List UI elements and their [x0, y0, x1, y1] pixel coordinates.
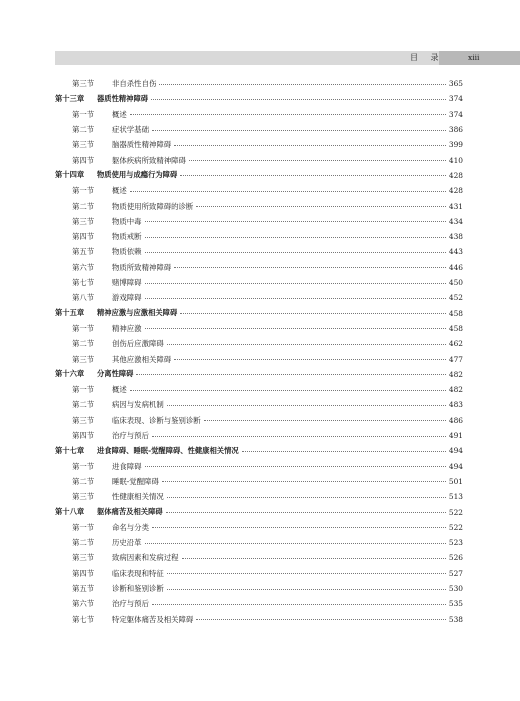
toc-leader-dots — [136, 374, 445, 375]
toc-entry-title: 命名与分类 — [112, 522, 149, 532]
toc-page-number: 538 — [448, 614, 463, 624]
toc-section-entry[interactable] — [0, 198, 520, 213]
toc-leader-dots — [152, 436, 446, 437]
toc-entry-number: 第三节 — [72, 553, 95, 563]
toc-page-number: 374 — [448, 109, 463, 119]
toc-page-number: 486 — [448, 415, 463, 425]
toc-leader-dots — [166, 512, 446, 513]
toc-chapter-entry[interactable] — [0, 443, 520, 458]
toc-entry-title: 躯体痛苦及相关障碍 — [97, 507, 163, 517]
toc-entry-number: 第一节 — [72, 186, 95, 196]
toc-entry-title: 非自杀性自伤 — [112, 79, 157, 89]
toc-leader-dots — [180, 313, 446, 314]
toc-leader-dots — [189, 160, 446, 161]
toc-entry-title: 赌博障碍 — [112, 278, 142, 288]
toc-page-number: 494 — [448, 446, 463, 456]
toc-section-entry[interactable] — [0, 122, 520, 137]
toc-leader-dots — [159, 84, 446, 85]
toc-page-number: 446 — [448, 262, 463, 272]
toc-section-entry[interactable] — [0, 413, 520, 428]
toc-section-entry[interactable] — [0, 76, 520, 91]
toc-entry-number: 第十八章 — [55, 507, 85, 517]
toc-entry-title: 物质依赖 — [112, 247, 142, 257]
toc-entry-title: 脑器质性精神障碍 — [112, 140, 172, 150]
toc-entry-title: 治疗与预后 — [112, 599, 149, 609]
toc-entry-number: 第四节 — [72, 431, 95, 441]
toc-entry-title: 躯体疾病所致精神障碍 — [112, 155, 186, 165]
toc-section-entry[interactable] — [0, 107, 520, 122]
toc-page-number: 482 — [448, 369, 463, 379]
toc-entry-number: 第三节 — [72, 140, 95, 150]
toc-chapter-entry[interactable] — [0, 168, 520, 183]
toc-entry-title: 物质使用与成瘾行为障碍 — [97, 170, 178, 180]
toc-entry-number: 第十四章 — [55, 170, 85, 180]
toc-leader-dots — [167, 497, 446, 498]
toc-section-entry[interactable] — [0, 474, 520, 489]
toc-entry-number: 第六节 — [72, 599, 95, 609]
toc-leader-dots — [152, 604, 446, 605]
toc-entry-number: 第三节 — [72, 354, 95, 364]
toc-entry-number: 第五节 — [72, 247, 95, 257]
toc-entry-title: 治疗与预后 — [112, 431, 149, 441]
toc-entry-number: 第三节 — [72, 216, 95, 226]
toc-entry-number: 第一节 — [72, 323, 95, 333]
toc-entry-number: 第四节 — [72, 232, 95, 242]
toc-entry-number: 第八节 — [72, 293, 95, 303]
toc-leader-dots — [145, 298, 446, 299]
toc-page-number: 428 — [448, 186, 463, 196]
toc-section-entry[interactable] — [0, 520, 520, 535]
toc-page-number: 462 — [448, 339, 463, 349]
toc-page-number: 494 — [448, 461, 463, 471]
toc-entry-number: 第六节 — [72, 262, 95, 272]
header-tab — [439, 51, 520, 65]
toc-entry-number: 第一节 — [72, 522, 95, 532]
toc-section-entry[interactable] — [0, 229, 520, 244]
toc-leader-dots — [145, 543, 446, 544]
toc-entry-number: 第三节 — [72, 415, 95, 425]
toc-page-number: 410 — [448, 155, 463, 165]
toc-page-number: 428 — [448, 170, 463, 180]
toc-section-entry[interactable] — [0, 550, 520, 565]
toc-section-entry[interactable] — [0, 382, 520, 397]
toc-page-number: 452 — [448, 293, 463, 303]
toc-leader-dots — [145, 221, 446, 222]
toc-entry-title: 概述 — [112, 385, 127, 395]
toc-entry-title: 历史沿革 — [112, 538, 142, 548]
toc-entry-number: 第二节 — [72, 538, 95, 548]
toc-entry-title: 症状学基础 — [112, 125, 149, 135]
toc-leader-dots — [151, 99, 446, 100]
toc-entry-title: 概述 — [112, 186, 127, 196]
toc-page-number: 477 — [448, 354, 463, 364]
toc-entry-title: 分离性障碍 — [97, 369, 134, 379]
toc-entry-number: 第三节 — [72, 79, 95, 89]
toc-chapter-entry[interactable] — [0, 306, 520, 321]
header-title: 目 录 — [410, 53, 444, 62]
toc-page-number: 438 — [448, 232, 463, 242]
toc-entry-title: 概述 — [112, 109, 127, 119]
toc-leader-dots — [167, 589, 446, 590]
toc-entry-number: 第一节 — [72, 109, 95, 119]
toc-entry-title: 临床表现、诊断与鉴别诊断 — [112, 415, 201, 425]
toc-entry-number: 第十六章 — [55, 369, 85, 379]
toc-entry-number: 第二节 — [72, 201, 95, 211]
toc-page-number: 491 — [448, 431, 463, 441]
toc-entry-number: 第四节 — [72, 568, 95, 578]
toc-page-number: 458 — [448, 308, 463, 318]
toc-section-entry[interactable] — [0, 612, 520, 627]
toc-entry-title: 性健康相关情况 — [112, 492, 164, 502]
toc-entry-title: 诊断和鉴别诊断 — [112, 584, 164, 594]
toc-section-entry[interactable] — [0, 459, 520, 474]
toc-entry-title: 睡眠-觉醒障碍 — [112, 476, 159, 486]
toc-entry-title: 进食障碍 — [112, 461, 142, 471]
toc-leader-dots — [145, 466, 446, 467]
header-page-number: xiii — [468, 53, 480, 62]
toc-entry-number: 第二节 — [72, 400, 95, 410]
toc-section-entry[interactable] — [0, 244, 520, 259]
toc-section-entry[interactable] — [0, 428, 520, 443]
toc-section-entry[interactable] — [0, 489, 520, 504]
toc-entry-number: 第五节 — [72, 584, 95, 594]
toc-leader-dots — [204, 420, 446, 421]
toc-page-number: 522 — [448, 522, 463, 532]
toc-page-number: 458 — [448, 323, 463, 333]
toc-section-entry[interactable] — [0, 566, 520, 581]
toc-page-number: 431 — [448, 201, 463, 211]
toc-page-number: 527 — [448, 568, 463, 578]
toc-leader-dots — [145, 283, 446, 284]
toc-entry-title: 创伤后应激障碍 — [112, 339, 164, 349]
toc-section-entry[interactable] — [0, 214, 520, 229]
toc-entry-title: 临床表现和特征 — [112, 568, 164, 578]
toc-page-number: 374 — [448, 94, 463, 104]
toc-leader-dots — [145, 328, 446, 329]
toc-entry-number: 第二节 — [72, 339, 95, 349]
toc-leader-dots — [152, 527, 446, 528]
toc-section-entry[interactable] — [0, 290, 520, 305]
toc-page-number: 523 — [448, 538, 463, 548]
toc-page-number: 535 — [448, 599, 463, 609]
toc-entry-title: 进食障碍、睡眠-觉醒障碍、性健康相关情况 — [97, 445, 239, 455]
toc-leader-dots — [180, 175, 446, 176]
toc-section-entry[interactable] — [0, 275, 520, 290]
toc-entry-title: 特定躯体痛苦及相关障碍 — [112, 614, 194, 624]
toc-entry-title: 物质使用所致障碍的诊断 — [112, 201, 194, 211]
toc-leader-dots — [242, 451, 446, 452]
toc-leader-dots — [196, 206, 446, 207]
toc-section-entry[interactable] — [0, 321, 520, 336]
toc-entry-number: 第三节 — [72, 492, 95, 502]
toc-section-entry[interactable] — [0, 535, 520, 550]
toc-entry-number: 第二节 — [72, 476, 95, 486]
toc-leader-dots — [130, 191, 446, 192]
toc-section-entry[interactable] — [0, 596, 520, 611]
toc-section-entry[interactable] — [0, 137, 520, 152]
toc-entry-number: 第十五章 — [55, 308, 85, 318]
toc-chapter-entry[interactable] — [0, 367, 520, 382]
toc-page-number: 513 — [448, 492, 463, 502]
toc-entry-title: 游戏障碍 — [112, 293, 142, 303]
toc-chapter-entry[interactable] — [0, 91, 520, 106]
toc-page-number: 434 — [448, 216, 463, 226]
toc-section-entry[interactable] — [0, 336, 520, 351]
toc-entry-title: 器质性精神障碍 — [97, 93, 149, 103]
toc-section-entry[interactable] — [0, 183, 520, 198]
toc-entry-title: 病因与发病机制 — [112, 400, 164, 410]
toc-section-entry[interactable] — [0, 260, 520, 275]
toc-entry-number: 第七节 — [72, 614, 95, 624]
toc-page-number: 522 — [448, 507, 463, 517]
toc-page-number: 482 — [448, 385, 463, 395]
toc-page-number: 365 — [448, 79, 463, 89]
toc-leader-dots — [174, 145, 446, 146]
toc-entry-number: 第一节 — [72, 461, 95, 471]
toc-leader-dots — [152, 130, 446, 131]
toc-entry-title: 其他应激相关障碍 — [112, 354, 172, 364]
toc-leader-dots — [130, 390, 446, 391]
toc-entry-number: 第十七章 — [55, 445, 85, 455]
toc-leader-dots — [167, 573, 446, 574]
toc-entry-number: 第七节 — [72, 278, 95, 288]
toc-section-entry[interactable] — [0, 397, 520, 412]
toc-page-number: 501 — [448, 476, 463, 486]
toc-leader-dots — [174, 359, 446, 360]
toc-entry-title: 精神应激与应激相关障碍 — [97, 308, 178, 318]
toc-chapter-entry[interactable] — [0, 504, 520, 519]
toc-leader-dots — [145, 237, 446, 238]
toc-entry-number: 第二节 — [72, 125, 95, 135]
toc-leader-dots — [162, 481, 446, 482]
toc-entry-title: 物质戒断 — [112, 232, 142, 242]
toc-leader-dots — [174, 267, 446, 268]
toc-entry-number: 第一节 — [72, 385, 95, 395]
toc-page-number: 386 — [448, 125, 463, 135]
toc-entry-number: 第十三章 — [55, 93, 85, 103]
toc-leader-dots — [145, 252, 446, 253]
toc-leader-dots — [167, 344, 446, 345]
toc-page-number: 443 — [448, 247, 463, 257]
toc-leader-dots — [167, 405, 446, 406]
toc-section-entry[interactable] — [0, 581, 520, 596]
toc-entry-number: 第四节 — [72, 155, 95, 165]
toc-entry-title: 物质中毒 — [112, 216, 142, 226]
toc-section-entry[interactable] — [0, 351, 520, 366]
toc-page-number: 399 — [448, 140, 463, 150]
toc-leader-dots — [130, 114, 446, 115]
toc-leader-dots — [182, 558, 446, 559]
toc-entry-title: 精神应激 — [112, 323, 142, 333]
toc-page-number: 450 — [448, 278, 463, 288]
toc-entry-title: 致病因素和发病过程 — [112, 553, 179, 563]
toc-leader-dots — [196, 619, 446, 620]
toc-page-number: 483 — [448, 400, 463, 410]
toc-page-number: 530 — [448, 584, 463, 594]
toc-section-entry[interactable] — [0, 153, 520, 168]
toc-page-number: 526 — [448, 553, 463, 563]
toc-entry-title: 物质所致精神障碍 — [112, 262, 172, 272]
